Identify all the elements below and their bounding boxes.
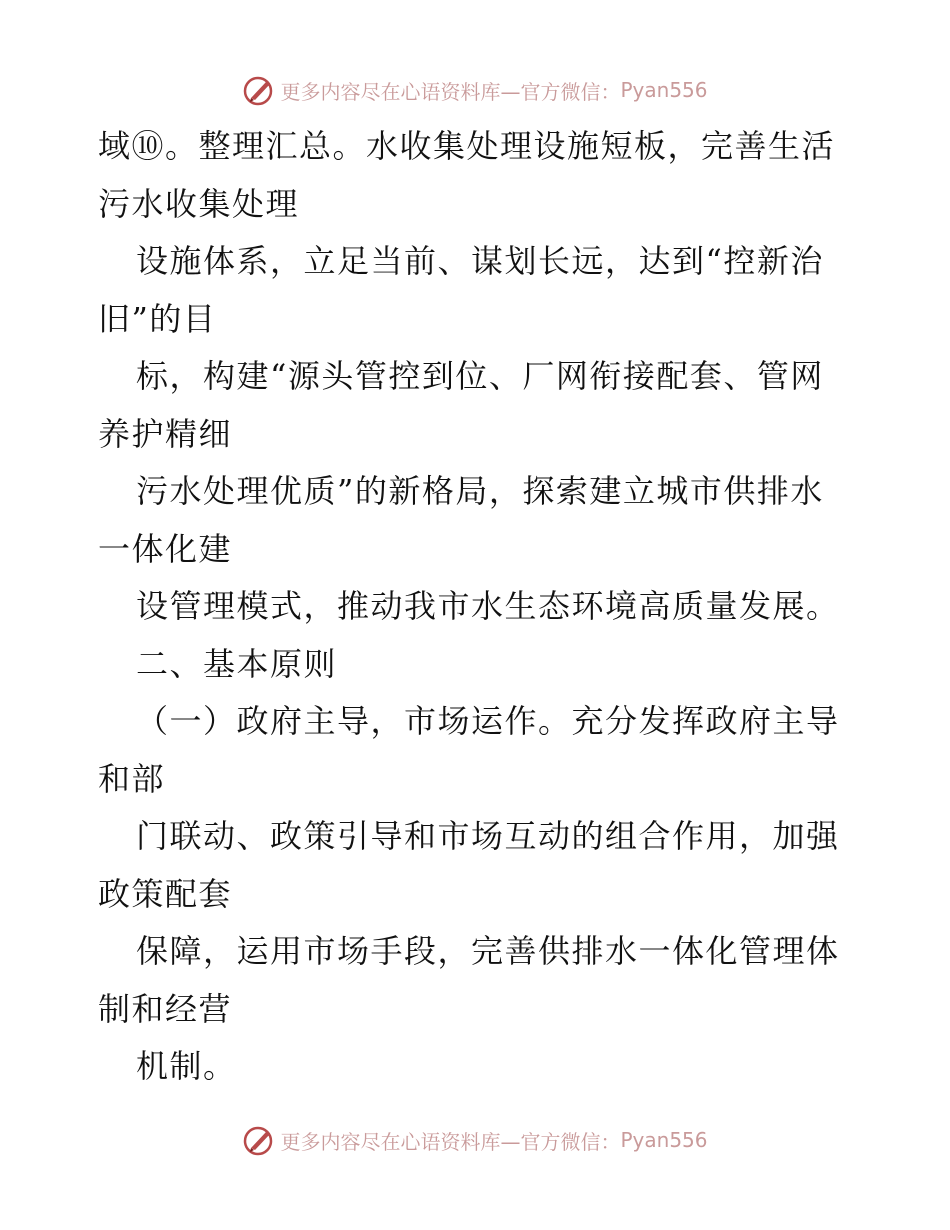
- pen-logo-icon: [242, 1123, 276, 1157]
- text-line: 养护精细: [98, 414, 233, 453]
- text-line: 门联动、政策引导和市场互动的组合作用，加强: [136, 817, 840, 855]
- text-line: 一体化建: [98, 529, 233, 568]
- text-line: 设管理模式，推动我市水生态环境高质量发展。: [136, 587, 840, 625]
- text-line: 和部: [98, 759, 166, 798]
- text-line: 设施体系，立足当前、谋划长远，达到“控新治: [136, 242, 824, 280]
- document-body: [98, 118, 868, 1096]
- watermark-account: Pyan556: [620, 78, 708, 102]
- text-line: 污水收集处理: [98, 184, 300, 223]
- text-line: 保障，运用市场手段，完善供排水一体化管理体: [136, 932, 840, 970]
- text-line: 污水处理优质”的新格局，探索建立城市供排水: [136, 472, 824, 510]
- text-line: （一）政府主导，市场运作。充分发挥政府主导: [136, 702, 840, 740]
- watermark-text: 更多内容尽在心语资料库—官方微信：: [280, 79, 621, 104]
- footer-watermark: [0, 1120, 950, 1160]
- watermark-account: Pyan556: [620, 1128, 708, 1152]
- text-line: 标，构建“源头管控到位、厂网衔接配套、管网: [136, 357, 824, 395]
- text-line: 旧”的目: [98, 299, 217, 338]
- pen-logo-icon: [242, 73, 276, 107]
- text-line: 机制。: [136, 1047, 237, 1085]
- text-line: 政策配套: [98, 874, 233, 913]
- header-watermark: [0, 70, 950, 110]
- text-line: 制和经营: [98, 989, 233, 1028]
- watermark-text: 更多内容尽在心语资料库—官方微信：: [280, 1129, 621, 1154]
- section-heading: 二、基本原则: [136, 644, 338, 683]
- text-line: 域⑩。整理汇总。水收集处理设施短板，完善生活: [98, 127, 836, 165]
